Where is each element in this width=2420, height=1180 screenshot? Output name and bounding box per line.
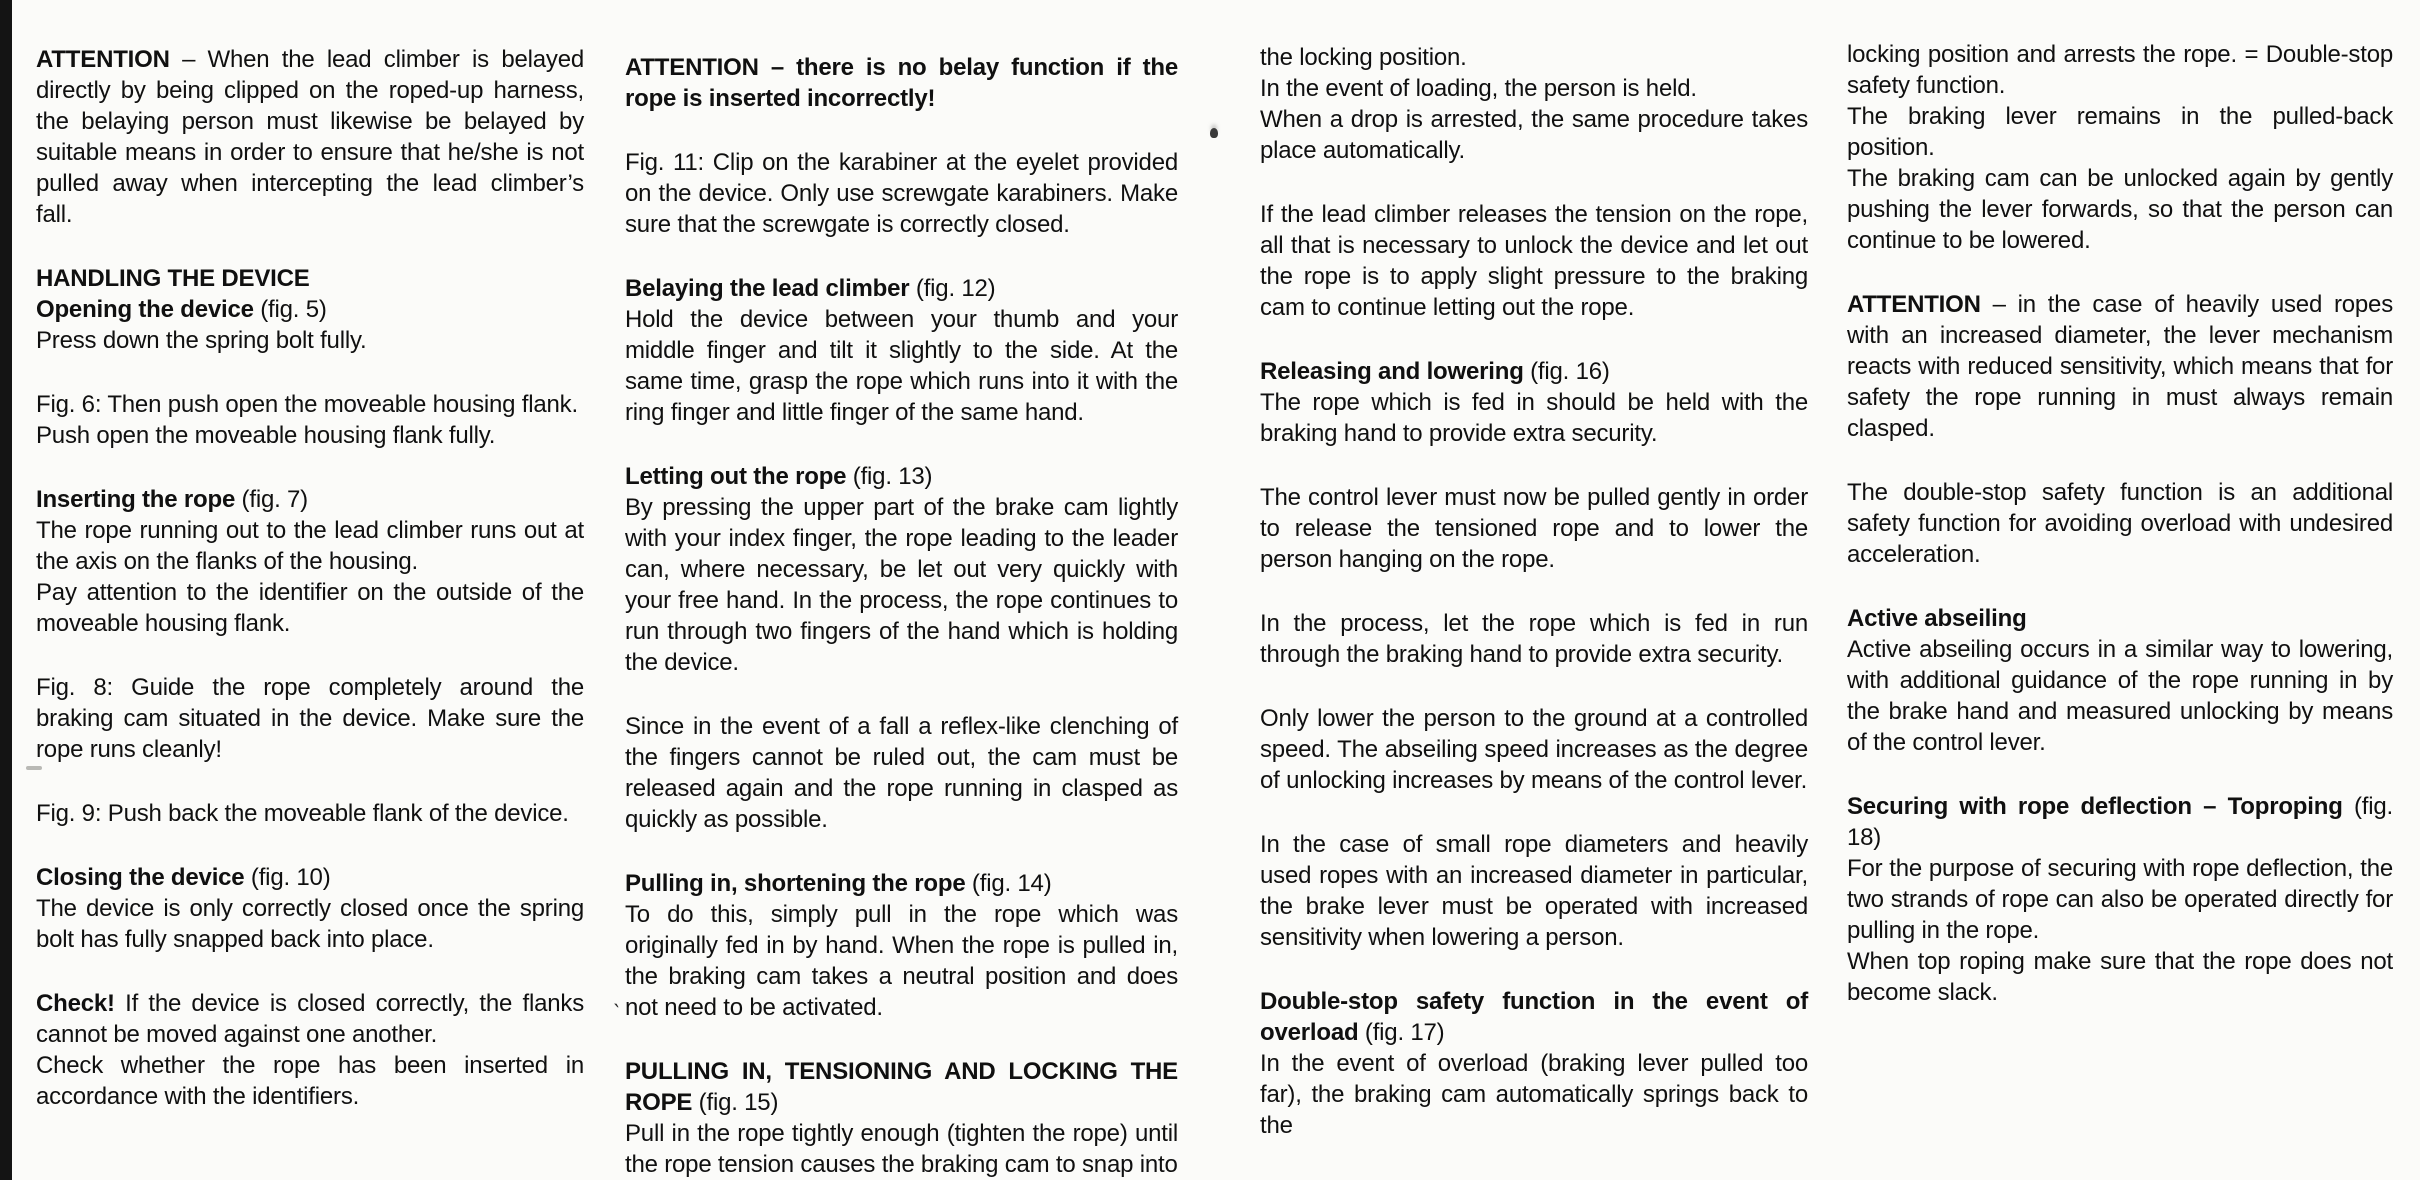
body-text: Check whether the rope has been inserted in accordance with the identifiers. bbox=[36, 1052, 584, 1110]
body-text: If the lead climber releases the tension on the rope, all that is necessary to unlock the device and let out the rope is to apply slight pressure to the braking cam to continue letting out the rope. bbox=[1260, 201, 1808, 321]
text-line bbox=[1260, 104, 1808, 166]
text-line bbox=[625, 304, 1178, 428]
body-text: For the purpose of securing with rope deflection, the two strands of rope can also be operated directly for pulling in the rope. bbox=[1847, 855, 2393, 944]
body-text: In the case of small rope diameters and heavily used ropes with an increased diameter in particular, the brake lever must be operated with increased sensitivity when lowering a person. bbox=[1260, 831, 1808, 951]
body-text: By pressing the upper part of the brake cam lightly with your index finger, the rope leading to the leader can, where necessary, be let out very quickly with your free hand. In the process, the rope continues to run through two fingers of the hand which is holding the device. bbox=[625, 494, 1178, 676]
page-edge-strip bbox=[0, 0, 12, 1180]
bold-text: HANDLING THE DEVICE bbox=[36, 265, 310, 292]
paragraph bbox=[1260, 356, 1808, 387]
text-column-4 bbox=[1847, 39, 2393, 1008]
paragraph bbox=[1260, 703, 1808, 796]
text-line bbox=[1260, 1048, 1808, 1141]
paragraph bbox=[625, 52, 1178, 114]
body-text: Pay attention to the identifier on the outside of the moveable housing flank. bbox=[36, 579, 584, 637]
paragraph bbox=[1847, 477, 2393, 570]
body-text: The rope which is fed in should be held with the braking hand to provide extra security. bbox=[1260, 389, 1808, 447]
paragraph bbox=[625, 711, 1178, 835]
paragraph bbox=[625, 461, 1178, 492]
body-text: (fig. 12) bbox=[909, 275, 996, 302]
body-text: (fig. 14) bbox=[965, 870, 1052, 897]
text-line bbox=[36, 1050, 584, 1112]
body-text: (fig. 18) bbox=[1847, 793, 2393, 851]
paragraph bbox=[625, 1056, 1178, 1118]
text-column-1 bbox=[36, 44, 584, 1112]
body-text: The braking cam can be unlocked again by gently pushing the lever forwards, so that the person can continue to be lowered. bbox=[1847, 165, 2393, 254]
text-line bbox=[1260, 387, 1808, 449]
paragraph bbox=[1847, 603, 2393, 634]
text-line bbox=[1847, 163, 2393, 256]
paragraph bbox=[1847, 289, 2393, 444]
text-line bbox=[36, 577, 584, 639]
body-text: The braking lever remains in the pulled-back position. bbox=[1847, 103, 2393, 161]
bold-text: ATTENTION bbox=[36, 46, 170, 73]
bold-text: ATTENTION bbox=[1847, 291, 1981, 318]
bold-text: ATTENTION – there is no belay function if the rope is inserted incorrectly! bbox=[625, 54, 1178, 112]
body-text: Press down the spring bolt fully. bbox=[36, 327, 367, 354]
body-text: (fig. 13) bbox=[846, 463, 933, 490]
body-text: If the device is closed correctly, the flanks cannot be moved against one another. bbox=[36, 990, 584, 1048]
body-text: (fig. 17) bbox=[1358, 1019, 1445, 1046]
paragraph bbox=[36, 862, 584, 893]
text-line bbox=[36, 294, 584, 325]
body-text: In the event of overload (braking lever pulled too far), the braking cam automatically springs back to the bbox=[1260, 1050, 1808, 1139]
body-text: The double-stop safety function is an additional safety function for avoiding overload with undesired acceleration. bbox=[1847, 479, 2393, 568]
bold-text: Active abseiling bbox=[1847, 605, 2027, 632]
text-line bbox=[625, 899, 1178, 1023]
body-text: the locking position. bbox=[1260, 44, 1467, 71]
text-line bbox=[1847, 39, 2393, 101]
bold-text: Closing the device bbox=[36, 864, 245, 891]
scan-artifact bbox=[1210, 128, 1218, 138]
text-line bbox=[1847, 946, 2393, 1008]
paragraph bbox=[36, 263, 584, 294]
body-text: Pull in the rope tightly enough (tighten the rope) until the rope tension causes the braking cam to snap into bbox=[625, 1120, 1178, 1178]
bold-text: PULLING IN, TENSIONING AND LOCKING THE ROPE bbox=[625, 1058, 1178, 1116]
text-line bbox=[625, 492, 1178, 678]
scan-artifact: ` bbox=[610, 999, 622, 1026]
text-column-3 bbox=[1260, 42, 1808, 1141]
text-line bbox=[1260, 73, 1808, 104]
text-line bbox=[1847, 853, 2393, 946]
bold-text: Letting out the rope bbox=[625, 463, 847, 490]
paragraph bbox=[625, 273, 1178, 304]
bold-text: Belaying the lead climber bbox=[625, 275, 910, 302]
body-text: When a drop is arrested, the same procedure takes place automatically. bbox=[1260, 106, 1808, 164]
text-line bbox=[36, 893, 584, 955]
body-text: Since in the event of a fall a reflex-like clenching of the fingers cannot be ruled out, the cam must be released again and the rope running in clasped as quickly as possible. bbox=[625, 713, 1178, 833]
body-text: The control lever must now be pulled gently in order to release the tensioned rope and to lower the person hanging on the rope. bbox=[1260, 484, 1808, 573]
body-text: – When the lead climber is belayed directly by being clipped on the roped-up harness, the belaying person must likewise be belayed by suitable means in order to ensure that he/she is not pulled away when intercepting the lead climber’s fall. bbox=[36, 46, 584, 228]
paragraph bbox=[1260, 829, 1808, 953]
paragraph bbox=[36, 798, 584, 829]
body-text: The rope running out to the lead climber runs out at the axis on the flanks of the housing. bbox=[36, 517, 584, 575]
text-line bbox=[36, 420, 584, 451]
bold-text: Opening the device bbox=[36, 296, 254, 323]
body-text: (fig. 7) bbox=[235, 486, 308, 513]
body-text: (fig. 16) bbox=[1523, 358, 1610, 385]
text-line bbox=[36, 325, 584, 356]
paragraph bbox=[1260, 199, 1808, 323]
body-text: (fig. 5) bbox=[253, 296, 327, 323]
bold-text: Inserting the rope bbox=[36, 486, 236, 513]
body-text: In the process, let the rope which is fed in run through the braking hand to provide extra security. bbox=[1260, 610, 1808, 668]
paragraph bbox=[625, 868, 1178, 899]
paragraph bbox=[1260, 608, 1808, 670]
paragraph bbox=[36, 389, 584, 420]
body-text: (fig. 10) bbox=[244, 864, 331, 891]
body-text: Active abseiling occurs in a similar way to lowering, with additional guidance of the rope running in by the brake hand and measured unlocking by means of the control lever. bbox=[1847, 636, 2393, 756]
paragraph bbox=[1260, 986, 1808, 1048]
paragraph bbox=[36, 484, 584, 515]
bold-text: Releasing and lowering bbox=[1260, 358, 1524, 385]
bold-text: Double-stop safety function in the event of overload bbox=[1260, 988, 1808, 1046]
body-text: (fig. 15) bbox=[692, 1089, 779, 1116]
bold-text: Check! bbox=[36, 990, 115, 1017]
paragraph bbox=[1847, 791, 2393, 853]
body-text: Only lower the person to the ground at a controlled speed. The abseiling speed increases as the degree of unlocking increases by means of the control lever. bbox=[1260, 705, 1808, 794]
body-text: To do this, simply pull in the rope which was originally fed in by hand. When the rope is pulled in, the braking cam takes a neutral position and does not need to be activated. bbox=[625, 901, 1178, 1021]
text-line bbox=[36, 515, 584, 577]
text-line bbox=[1847, 101, 2393, 163]
paragraph bbox=[36, 672, 584, 765]
body-text: In the event of loading, the person is held. bbox=[1260, 75, 1697, 102]
paragraph bbox=[625, 147, 1178, 240]
text-line bbox=[1260, 42, 1808, 73]
paragraph bbox=[36, 44, 584, 230]
bold-text: Pulling in, shortening the rope bbox=[625, 870, 966, 897]
body-text: Fig. 9: Push back the moveable flank of the device. bbox=[36, 800, 569, 827]
body-text: Fig. 8: Guide the rope completely around the braking cam situated in the device. Make sure the rope runs cleanly! bbox=[36, 674, 584, 763]
text-line bbox=[625, 1118, 1178, 1180]
bold-text: Securing with rope deflection – Toproping bbox=[1847, 793, 2343, 820]
text-column-2 bbox=[625, 52, 1178, 1180]
paragraph bbox=[36, 988, 584, 1050]
text-line bbox=[1847, 634, 2393, 758]
body-text: Push open the moveable housing flank fully. bbox=[36, 422, 496, 449]
body-text: – in the case of heavily used ropes with an increased diameter, the lever mechanism reacts with reduced sensitivity, which means that for safety the rope running in must always remain clasped. bbox=[1847, 291, 2393, 442]
body-text: Fig. 6: Then push open the moveable housing flank. bbox=[36, 391, 578, 418]
body-text: Fig. 11: Clip on the karabiner at the eyelet provided on the device. Only use screwgate karabiners. Make sure that the screwgate is correctly closed. bbox=[625, 149, 1178, 238]
body-text: locking position and arrests the rope. = Double-stop safety function. bbox=[1847, 41, 2393, 99]
paragraph bbox=[1260, 482, 1808, 575]
body-text: The device is only correctly closed once the spring bolt has fully snapped back into place. bbox=[36, 895, 584, 953]
body-text: Hold the device between your thumb and your middle finger and tilt it slightly to the side. At the same time, grasp the rope which runs into it with the ring finger and little finger of the same hand. bbox=[625, 306, 1178, 426]
body-text: When top roping make sure that the rope does not become slack. bbox=[1847, 948, 2393, 1006]
